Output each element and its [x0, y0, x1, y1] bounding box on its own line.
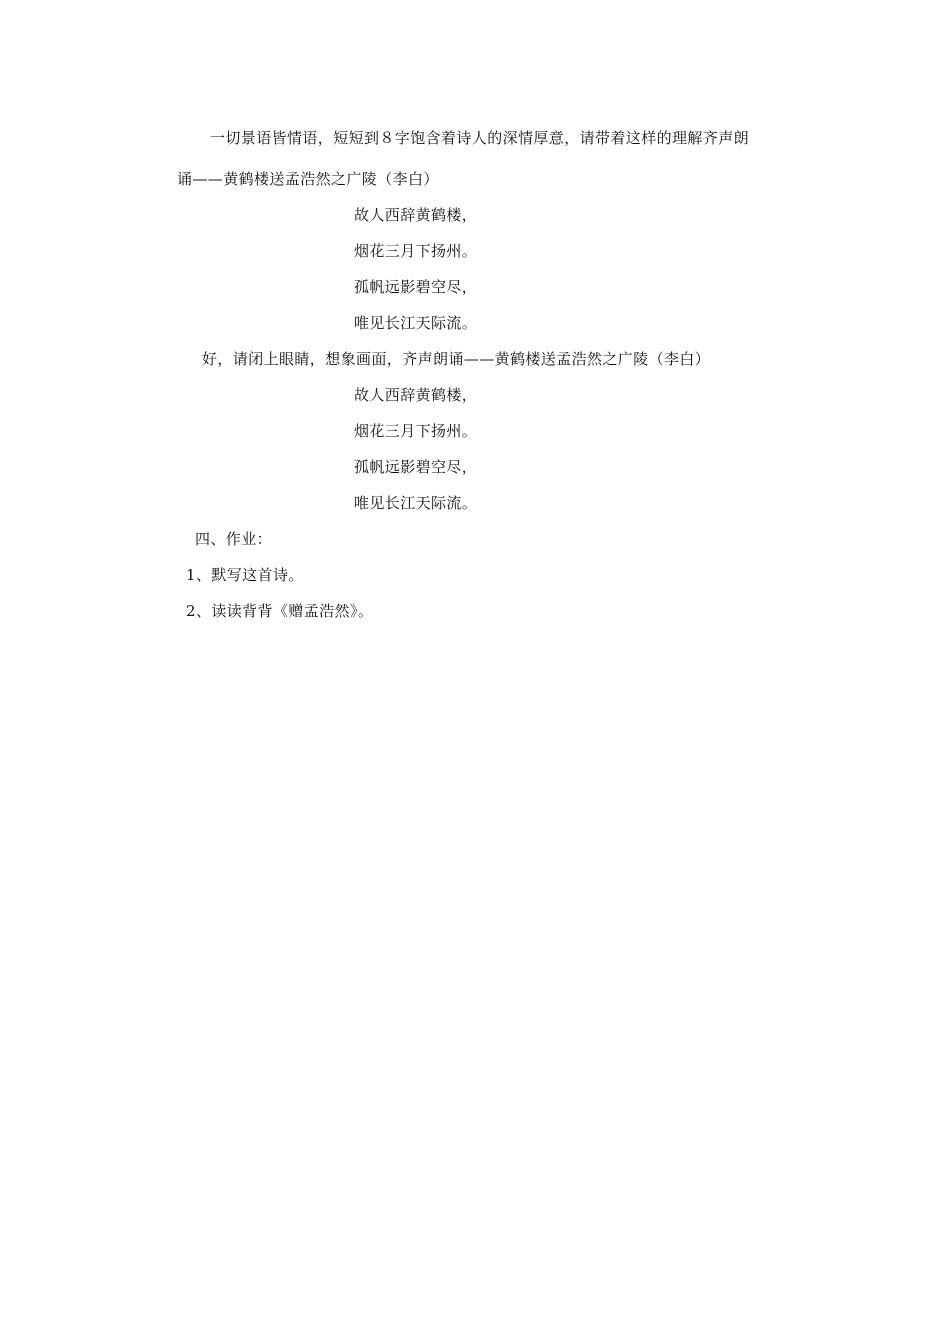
poem-line: 故人西辞黄鹤楼， [354, 386, 478, 404]
paragraph-intro-line-2: 诵——黄鹤楼送孟浩然之广陵（李白） [177, 170, 439, 188]
poem-line: 唯见长江天际流。 [354, 314, 478, 332]
poem-line: 孤帆远影碧空尽， [354, 458, 478, 476]
poem-line: 故人西辞黄鹤楼， [354, 206, 478, 224]
paragraph-intro-line-1: 一切景语皆情语，短短到８字饱含着诗人的深情厚意，请带着这样的理解齐声朗 [210, 129, 750, 147]
homework-heading: 四、作业： [195, 530, 273, 548]
paragraph-recite-instruction: 好，请闭上眼睛，想象画面，齐声朗诵——黄鹤楼送孟浩然之广陵（李白） [202, 350, 711, 368]
homework-item: 2、读读背背《赠孟浩然》。 [186, 602, 374, 620]
poem-line: 孤帆远影碧空尽， [354, 278, 478, 296]
poem-line: 烟花三月下扬州。 [354, 422, 478, 440]
poem-line: 唯见长江天际流。 [354, 494, 478, 512]
poem-line: 烟花三月下扬州。 [354, 242, 478, 260]
homework-item: 1、默写这首诗。 [186, 566, 304, 584]
